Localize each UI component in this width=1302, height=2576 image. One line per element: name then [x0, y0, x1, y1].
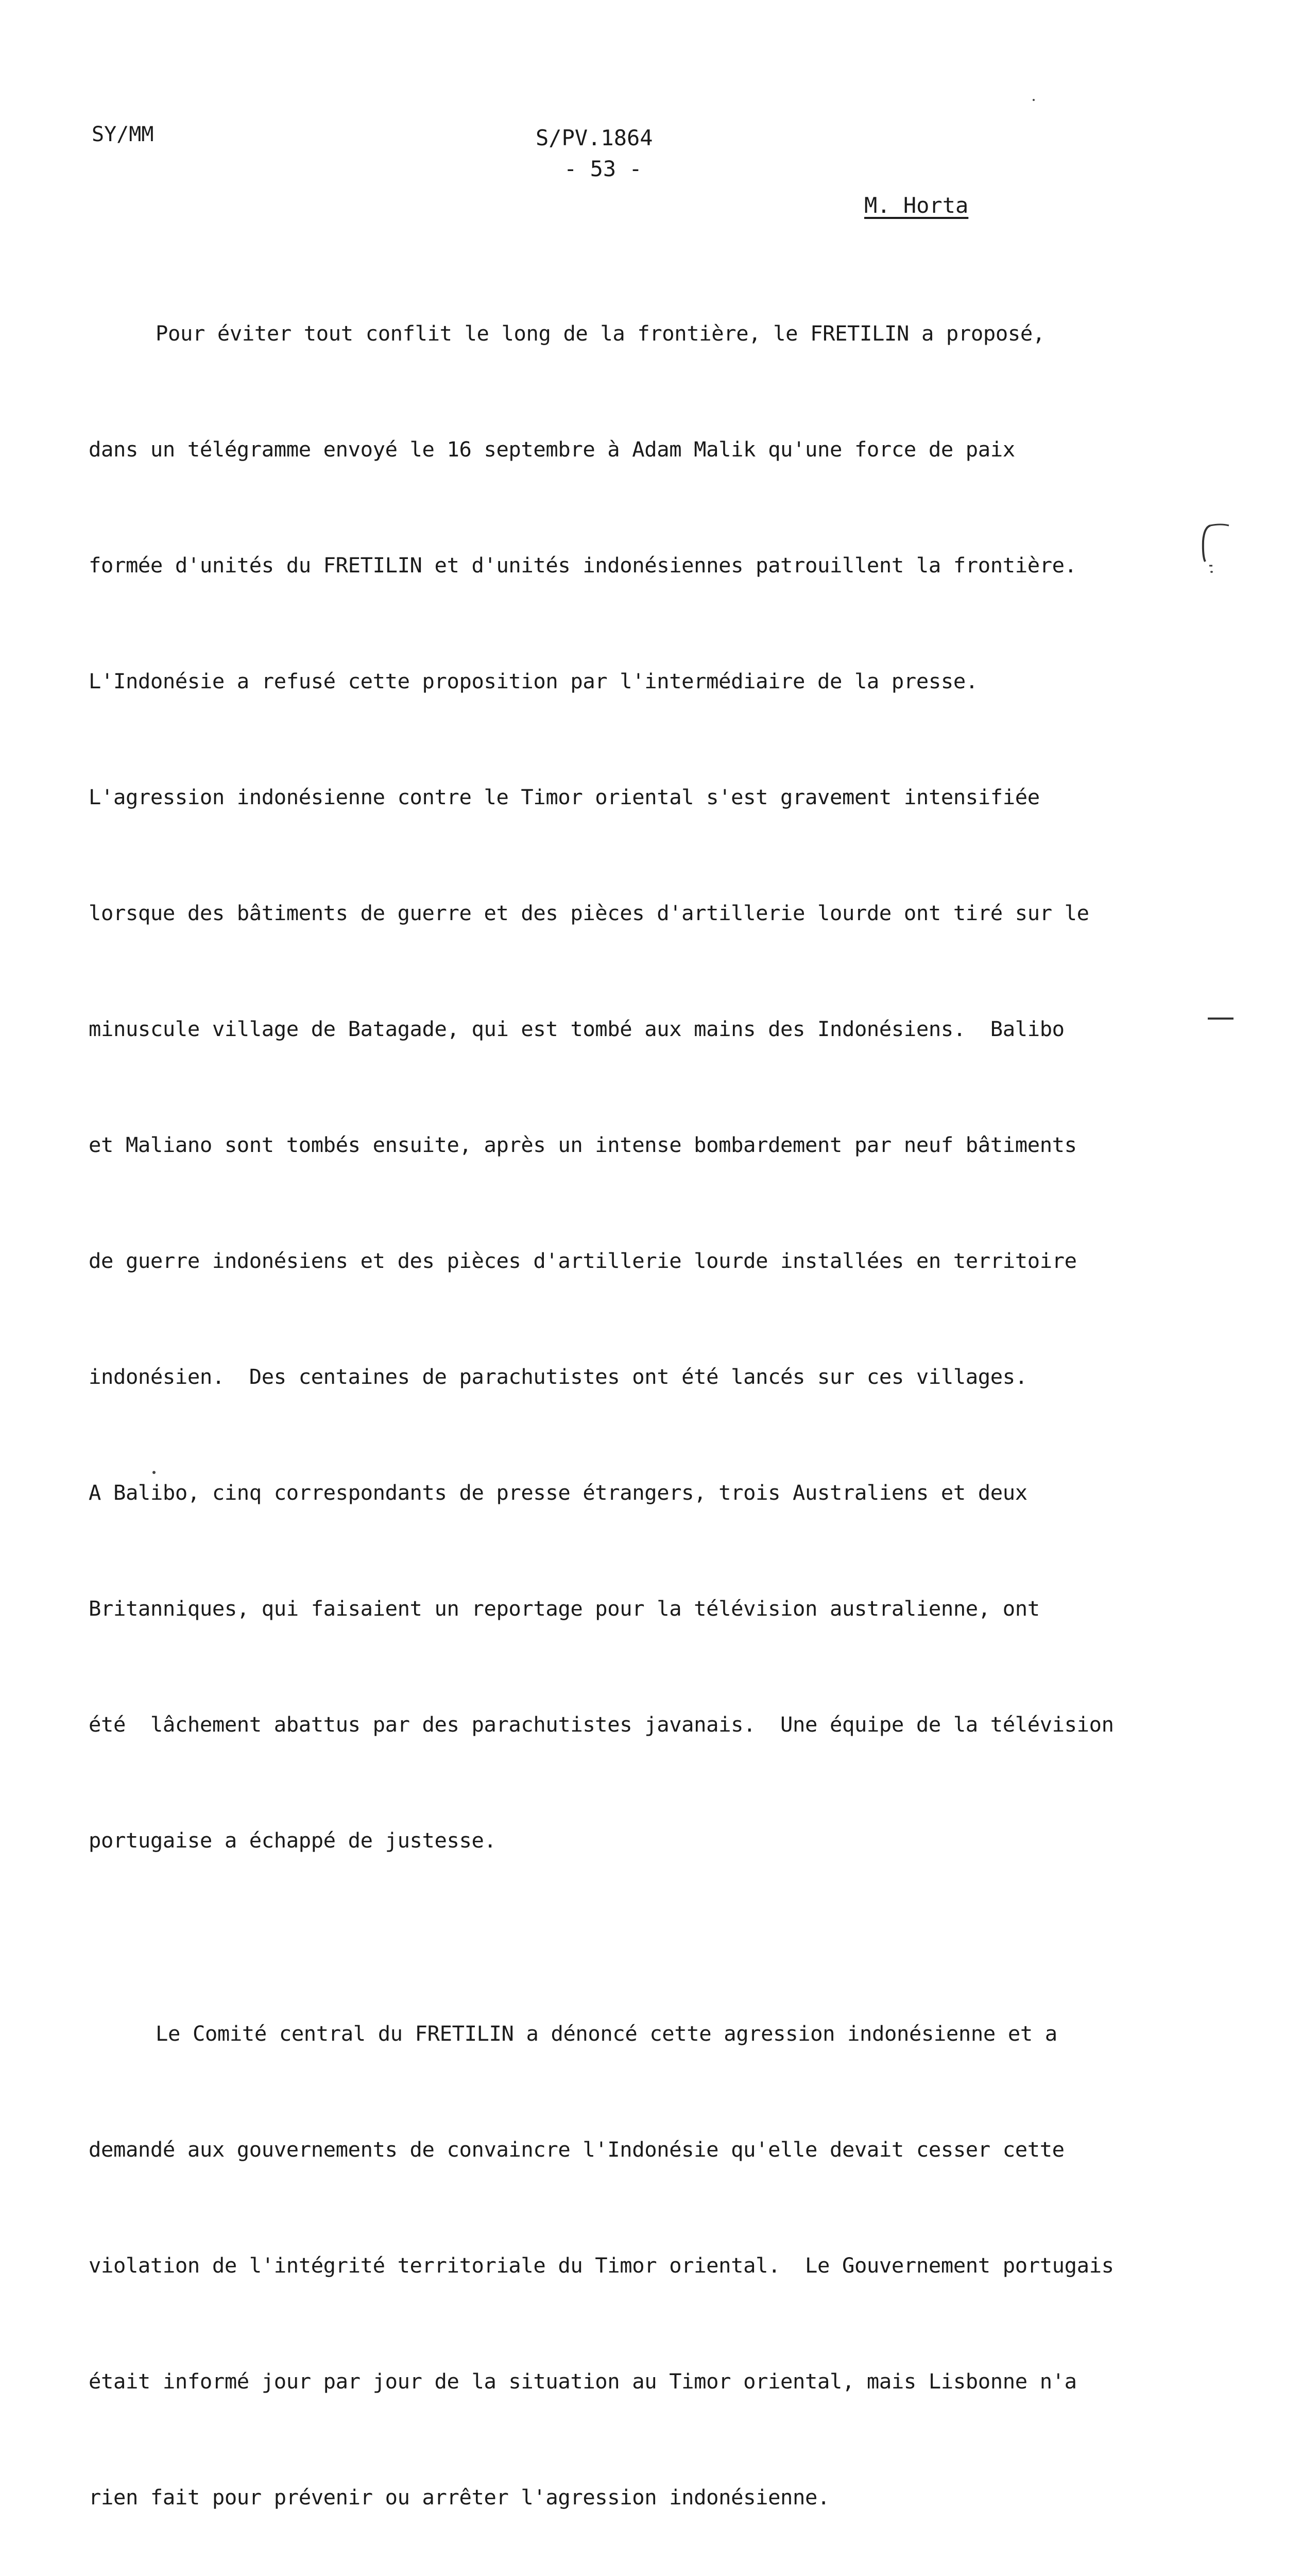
- text-line: portugaise a échappé de justesse.: [89, 1828, 496, 1853]
- page-number: - 53 -: [564, 156, 642, 181]
- document-body: [89, 237, 1165, 2576]
- text-line: L'agression indonésienne contre le Timor oriental s'est gravement intensifiée: [89, 785, 1040, 809]
- text-line: rien fait pour prévenir ou arrêter l'agression indonésienne.: [89, 2485, 830, 2510]
- margin-dash-mark: [1208, 1018, 1234, 1020]
- scan-speck: [1210, 571, 1213, 573]
- text-line: minuscule village de Batagade, qui est tombé aux mains des Indonésiens. Balibo: [89, 1016, 1065, 1041]
- text-line: violation de l'intégrité territoriale du Timor oriental. Le Gouvernement portugais: [89, 2253, 1114, 2278]
- symbol-left: SY/MM: [92, 123, 154, 146]
- text-line: indonésien. Des centaines de parachutistes ont été lancés sur ces villages.: [89, 1364, 1027, 1389]
- text-line: était informé jour par jour de la situation au Timor oriental, mais Lisbonne n'a: [89, 2369, 1077, 2394]
- speaker-name: M. Horta: [864, 193, 969, 218]
- text-line: demandé aux gouvernements de convaincre l'Indonésie qu'elle devait cesser cette: [89, 2137, 1065, 2162]
- text-line: et Maliano sont tombés ensuite, après un intense bombardement par neuf bâtiments: [89, 1132, 1077, 1157]
- scan-speck: [152, 1471, 156, 1474]
- text-line: Le Comité central du FRETILIN a dénoncé cette agression indonésienne et a: [156, 2021, 1057, 2046]
- text-line: formée d'unités du FRETILIN et d'unités indonésiennes patrouillent la frontière.: [89, 553, 1077, 578]
- margin-bracket-mark: [1195, 520, 1231, 567]
- text-line: L'Indonésie a refusé cette proposition par l'intermédiaire de la presse.: [89, 669, 978, 693]
- text-line: Britanniques, qui faisaient un reportage pour la télévision australienne, ont: [89, 1596, 1040, 1621]
- text-line: Pour éviter tout conflit le long de la frontière, le FRETILIN a proposé,: [156, 321, 1045, 346]
- text-line: de guerre indonésiens et des pièces d'artillerie lourde installées en territoire: [89, 1248, 1077, 1273]
- document-code: S/PV.1864: [536, 125, 653, 150]
- scan-speck: [1033, 99, 1035, 101]
- text-line: lorsque des bâtiments de guerre et des pièces d'artillerie lourde ont tiré sur le: [89, 901, 1089, 925]
- text-line: dans un télégramme envoyé le 16 septembre à Adam Malik qu'une force de paix: [89, 437, 1015, 462]
- document-header: [536, 123, 653, 184]
- paragraph-1: [89, 237, 1165, 1937]
- text-line: A Balibo, cinq correspondants de presse étrangers, trois Australiens et deux: [89, 1480, 1027, 1505]
- text-line: été lâchement abattus par des parachutistes javanais. Une équipe de la télévision: [89, 1712, 1114, 1737]
- paragraph-2: [89, 1937, 1165, 2576]
